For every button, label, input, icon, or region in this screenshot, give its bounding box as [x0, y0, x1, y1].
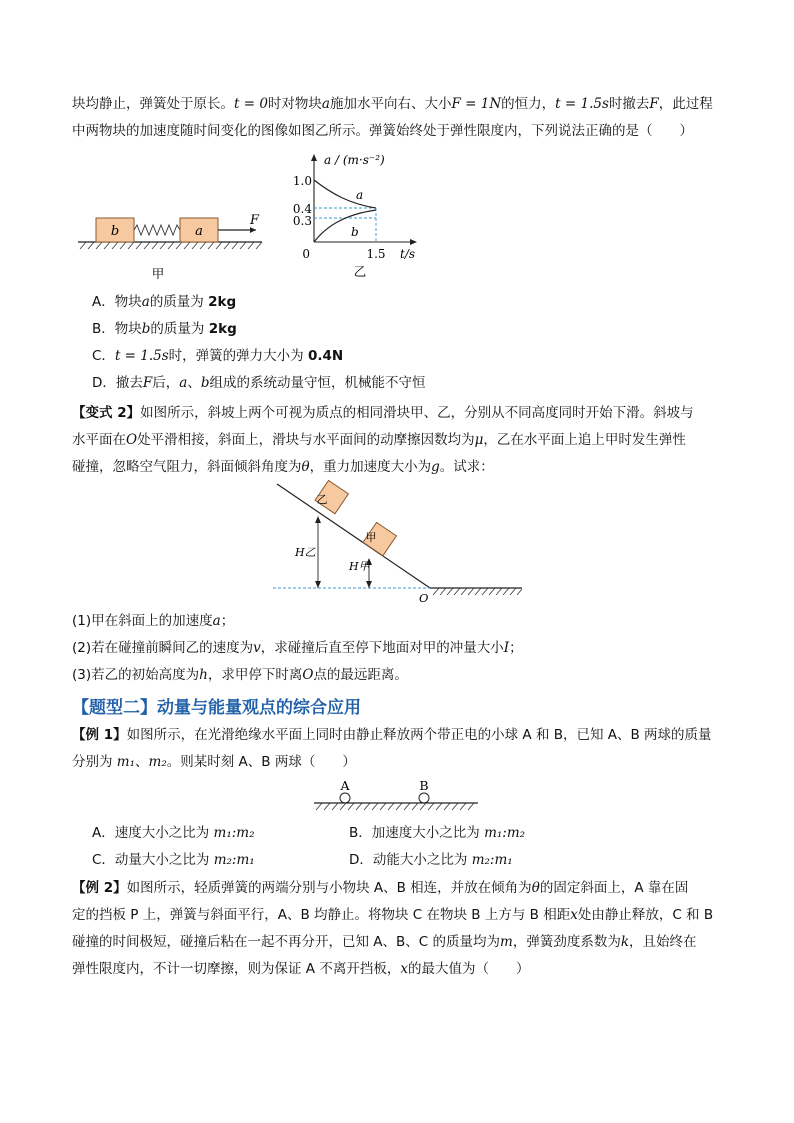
figure-slope — [265, 478, 530, 608]
a-symbol: a — [212, 613, 221, 629]
H-yi-label: H乙 — [295, 546, 316, 559]
section-title: 【题型二】动量与能量观点的综合应用 — [72, 698, 361, 718]
option-label: A．速度大小之比为 — [92, 825, 214, 841]
intro-line-1 — [72, 94, 713, 114]
F-symbol: F — [142, 375, 153, 391]
text: ，求甲停下时离 — [207, 667, 303, 683]
example1-line-2 — [72, 752, 356, 772]
variant2-line-1 — [72, 403, 694, 423]
variant2-q1 — [72, 611, 234, 631]
ratio: m₁:m₂ — [213, 825, 255, 841]
k-symbol: k — [620, 934, 630, 950]
y-tick-0-4: 0.4 — [292, 202, 312, 216]
y-tick-0-3: 0.3 — [292, 214, 312, 228]
option-c[interactable] — [92, 346, 343, 366]
curve-b — [314, 210, 376, 242]
figure-yi-graph — [290, 150, 430, 285]
text: 的质量为 — [149, 294, 209, 310]
x-symbol: x — [400, 961, 408, 977]
I-symbol: I — [503, 640, 510, 656]
option-label: C．动量大小之比为 — [92, 852, 214, 868]
figure-jia — [70, 200, 270, 285]
x-symbol: x — [570, 907, 578, 923]
force-label: F — [250, 213, 260, 228]
text: (2)若在碰撞前瞬间乙的速度为 — [72, 640, 254, 656]
block-a-label: a — [195, 224, 203, 239]
text: 时撤去 — [608, 96, 650, 112]
ball-b-label: B — [419, 778, 429, 793]
a-symbol: a — [321, 96, 330, 112]
ex1-option-b[interactable] — [349, 823, 525, 843]
example2-line-4 — [72, 959, 529, 979]
option-b[interactable] — [92, 319, 237, 339]
text: 定的挡板 P 上，弹簧与斜面平行，A、B 均静止。将物块 C 在物块 B 上方与 B 相距 — [72, 907, 571, 923]
example2-line-1 — [72, 878, 688, 898]
text: 分别为 — [72, 754, 117, 770]
curve-b-label: b — [351, 225, 359, 239]
time-value: t = 1.5s — [114, 348, 169, 364]
time-value: t = 1.5s — [555, 96, 609, 112]
h-symbol: h — [199, 667, 208, 683]
text: 、 — [135, 754, 149, 770]
value: 0.4N — [307, 348, 344, 364]
block-b-label: b — [110, 224, 120, 239]
text: 时，弹簧的弹力大小为 — [168, 348, 308, 364]
text: ，弹簧劲度系数为 — [512, 934, 621, 950]
intro-line-2: 中两物块的加速度随时间变化的图像如图乙所示。弹簧始终处于弹性限度内，下列说法正确的是（ ） — [72, 123, 693, 139]
option-label: D．动能大小之比为 — [349, 852, 472, 868]
value: 2kg — [208, 321, 237, 337]
variant2-q3 — [72, 665, 408, 685]
text: ，乙在水平面上追上甲时发生弹性 — [483, 432, 686, 448]
text: 的固定斜面上，A 靠在固 — [539, 880, 689, 896]
text: 的恒力， — [501, 96, 556, 112]
option-d-label: D．撤去 — [92, 375, 143, 391]
example1-line-1 — [72, 725, 712, 745]
text: 。则某时刻 A、B 两球（ ） — [166, 754, 356, 770]
x-axis-arrow — [410, 239, 417, 245]
O-symbol: O — [126, 432, 138, 448]
height-jia-arrow-bottom — [366, 581, 372, 588]
theta-symbol: θ — [531, 880, 540, 896]
variant2-q2 — [72, 638, 523, 658]
option-b-label: B．物块 — [92, 321, 142, 337]
y-axis-label: a / (m·s⁻²) — [324, 153, 385, 167]
variant2-line-2 — [72, 430, 686, 450]
m2-symbol: m₂ — [148, 754, 167, 770]
text: 的最大值为（ ） — [407, 961, 530, 977]
text: 组成的系统动量守恒，机械能不守恒 — [209, 375, 426, 391]
text: 施加水平向右、大小 — [329, 96, 452, 112]
origin-label: 0 — [302, 247, 310, 261]
text: 后， — [152, 375, 180, 391]
example2-line-2 — [72, 905, 713, 925]
m1-symbol: m₁ — [116, 754, 136, 770]
option-c-label: C． — [92, 348, 115, 364]
g-symbol: g — [431, 459, 440, 475]
floor-hatch — [433, 588, 522, 595]
text: 如图所示，轻质弹簧的两端分别与小物块 A、B 相连，并放在倾角为 — [126, 880, 532, 896]
text: 。试求： — [439, 459, 494, 475]
b-symbol: b — [200, 375, 210, 391]
text: (3)若乙的初始高度为 — [72, 667, 200, 683]
example2-line-3 — [72, 932, 697, 952]
ball-b — [419, 793, 429, 803]
text: ，求碰撞后直至停下地面对甲的冲量大小 — [260, 640, 504, 656]
ball-a-label: A — [340, 778, 350, 793]
theta-symbol: θ — [301, 459, 310, 475]
variant2-tag: 【变式 2】 — [72, 405, 141, 421]
text: 处由静止释放，C 和 B — [577, 907, 714, 923]
text: 处平滑相接，斜面上，滑块与水平面间的动摩擦因数均为 — [137, 432, 475, 448]
y-tick-1-0: 1.0 — [292, 174, 312, 188]
ex1-option-d[interactable] — [349, 850, 513, 870]
a-symbol: a — [179, 375, 188, 391]
text: (1)甲在斜面上的加速度 — [72, 613, 213, 629]
spring — [134, 225, 180, 235]
curve-a-label: a — [356, 188, 364, 202]
ex1-option-a[interactable] — [92, 823, 255, 843]
F-symbol: F — [649, 96, 659, 112]
text: 碰撞的时间极短，碰撞后粘在一起不再分开，已知 A、B、C 的质量均为 — [72, 934, 501, 950]
text: ； — [220, 613, 235, 629]
ratio: m₂:m₁ — [471, 852, 513, 868]
text: ，且始终在 — [629, 934, 697, 950]
surface-hatch — [316, 803, 474, 810]
ground-hatch — [80, 242, 262, 249]
block-jia-label: 甲 — [365, 531, 377, 544]
a-symbol: a — [141, 294, 150, 310]
H-jia-label: H甲 — [349, 560, 370, 573]
example1-tag: 【例 1】 — [72, 727, 127, 743]
x-axis-label: t/s — [400, 247, 416, 261]
option-label: B．加速度大小之比为 — [349, 825, 485, 841]
figure-balls — [310, 778, 485, 818]
option-d[interactable] — [92, 373, 426, 393]
example2-tag: 【例 2】 — [72, 880, 127, 896]
text: 点的最远距离。 — [313, 667, 408, 683]
text: ，此过程 — [658, 96, 713, 112]
variant2-line-3 — [72, 457, 494, 477]
ex1-option-c[interactable] — [92, 850, 255, 870]
caption-yi: 乙 — [353, 264, 367, 279]
mu-symbol: μ — [474, 432, 484, 448]
text: 、 — [187, 375, 201, 391]
text: 如图所示，在光滑绝缘水平面上同时由静止释放两个带正电的小球 A 和 B，已知 A、B 两球的质量 — [126, 727, 712, 743]
text: 如图所示，斜坡上两个可视为质点的相同滑块甲、乙，分别从不同高度同时开始下滑。斜坡与 — [140, 405, 694, 421]
option-a[interactable] — [92, 292, 236, 312]
m-symbol: m — [500, 934, 513, 950]
text: 水平面在 — [72, 432, 126, 448]
caption-jia: 甲 — [151, 266, 165, 281]
O-label: O — [419, 591, 429, 605]
b-symbol: b — [141, 321, 151, 337]
text: ，重力加速度大小为 — [309, 459, 432, 475]
value: 2kg — [208, 294, 237, 310]
v-symbol: v — [253, 640, 261, 656]
ratio: m₂:m₁ — [213, 852, 255, 868]
t0-symbol: t = 0 — [234, 96, 268, 112]
text: 碰撞，忽略空气阻力，斜面倾斜角度为 — [72, 459, 302, 475]
O-symbol: O — [302, 667, 314, 683]
text: 弹性限度内，不计一切摩擦，则为保证 A 不离开挡板， — [72, 961, 401, 977]
text: 时对物块 — [267, 96, 322, 112]
height-yi-arrow-top — [315, 516, 321, 523]
ball-a — [340, 793, 350, 803]
height-yi-arrow-bottom — [315, 581, 321, 588]
block-yi-label: 乙 — [316, 493, 328, 506]
text: 的质量为 — [150, 321, 209, 337]
curve-a — [314, 180, 376, 208]
text: ； — [509, 640, 523, 656]
option-a-label: A．物块 — [92, 294, 142, 310]
y-axis-arrow — [311, 154, 317, 161]
text: 块均静止，弹簧处于原长。 — [72, 96, 234, 112]
x-tick-1-5: 1.5 — [366, 247, 386, 261]
ratio: m₁:m₂ — [484, 825, 526, 841]
force-value: F = 1N — [451, 96, 502, 112]
